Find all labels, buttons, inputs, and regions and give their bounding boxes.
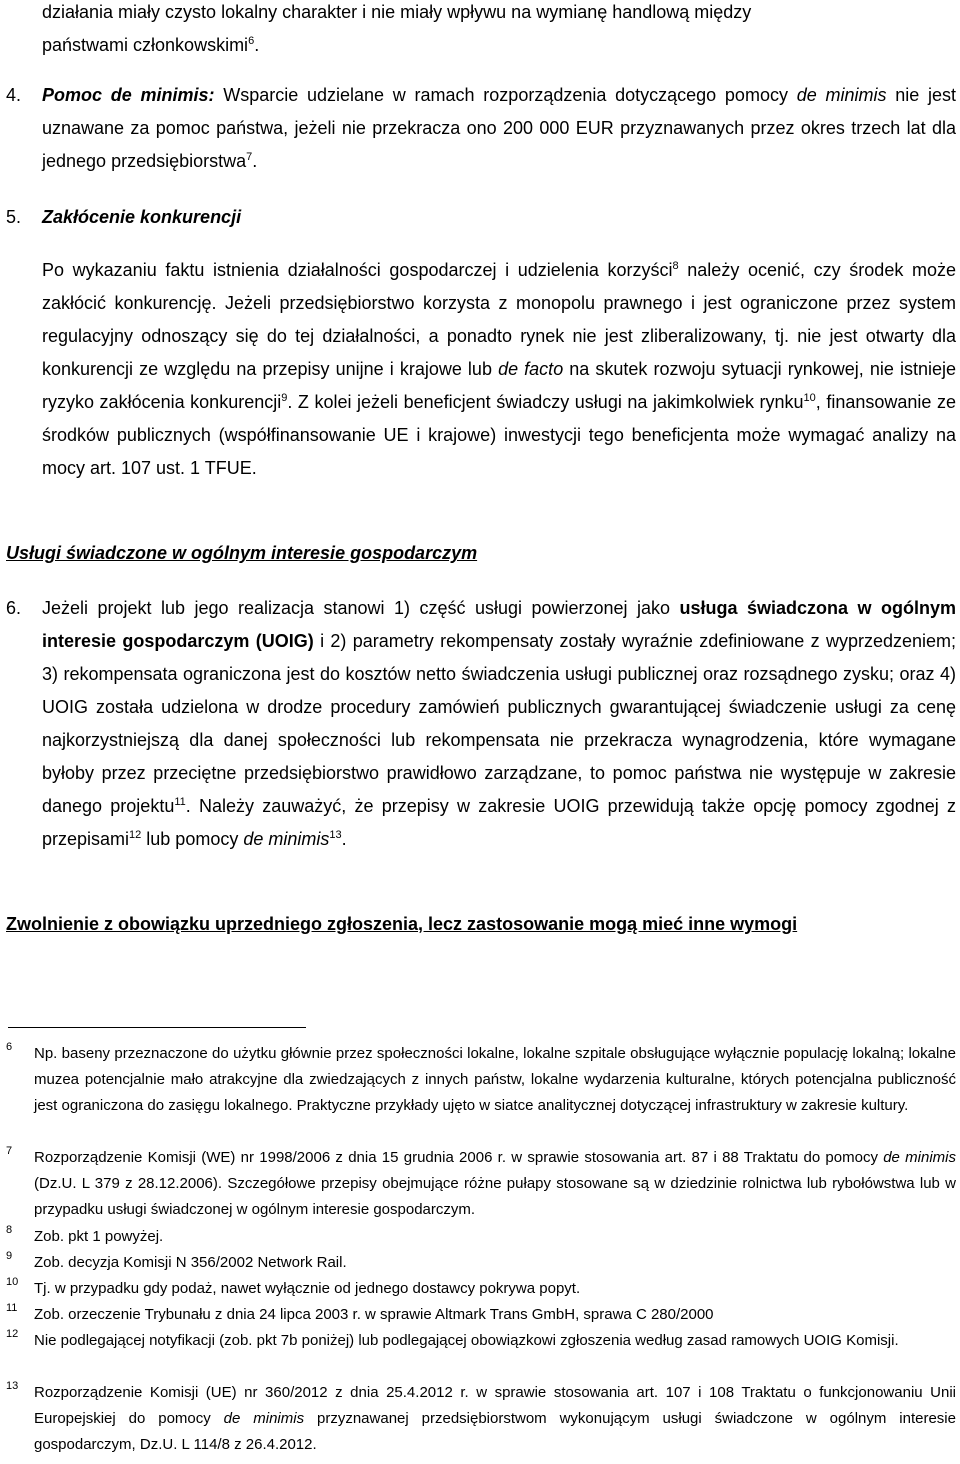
footnote-number: 12 — [6, 1328, 19, 1340]
footnote-ref[interactable]: 7 — [246, 151, 253, 163]
point-number: 4. — [6, 85, 22, 105]
footnote-10: Tj. w przypadku gdy podaż, nawet wyłącznie od jednego dostawcy pokrywa popyt. — [34, 1280, 581, 1297]
footnote-number: 7 — [6, 1145, 13, 1157]
section-heading-exemption: Zwolnienie z obowiązku uprzedniego zgłoszenia, lecz zastosowanie mogą mieć inne wymogi — [6, 914, 798, 934]
footnote-12: Nie podlegającej notyfikacji (zob. pkt 7b poniżej) lub podlegającej obowiązkowi zgłoszenia według zasad ramowych UOIG Komisji. — [34, 1332, 899, 1349]
footnote-separator — [8, 1027, 306, 1028]
continuation-paragraph: działania miały czysto lokalny charakter i nie miały wpływu na wymianę handlową między państwami członkowskimi$^6$. — [42, 2, 752, 55]
footnote-ref[interactable]: 10 — [803, 392, 816, 404]
point-5-paragraph: Po wykazaniu faktu istnienia działalności gospodarczej i udzielenia korzyści$^8$ należy ocenić, czy środek może zakłócić konkurencję. Jeżeli przedsiębiorstwo korzysta z monopolu prawnego i jest ograniczone przez system regulacyjny odnoszący się do tej działalności, a ponadto rynek nie jest zliberalizowany, tj. nie jest otwarty dla konkurencji ze względu na przepisy unijne i krajowe lub de facto na skutek rozwoju sytuacji rynkowej, nie istnieje ryzyko zakłócenia konkurencji$^9$. Z kolei jeżeli beneficjent świadczy usługi na jakimkolwiek rynku$^{10}$, finansowanie ze środków publicznych (współfinansowanie UE i krajowe) inwestycji tego beneficjenta może wymagać analizy na mocy art. 107 ust. 1 TFUE. — [42, 260, 957, 478]
footnote-ref[interactable]: 6 — [248, 35, 255, 47]
footnote-ref[interactable]: 11 — [174, 796, 186, 808]
footnote-ref[interactable]: 8 — [672, 260, 679, 272]
point-5-heading: Zakłócenie konkurencji — [42, 207, 242, 227]
point-number: 6. — [6, 598, 22, 618]
footnote-11: Zob. orzeczenie Trybunału z dnia 24 lipca 2003 r. w sprawie Altmark Trans GmbH, sprawa C 280/2000 — [34, 1306, 714, 1323]
footnote-number: 10 — [6, 1276, 19, 1288]
footnote-7: Rozporządzenie Komisji (WE) nr 1998/2006 z dnia 15 grudnia 2006 r. w sprawie stosowania art. 87 i 88 Traktatu do pomocy de minimis (Dz.U. L 379 z 28.12.2006). Szczegółowe przepisy obejmujące różne pułapy stosowane są w dziedzinie rolnictwa lub rybołówstwa lub w przypadku usługi świadczonej w ogólnym interesie gospodarczym. — [34, 1149, 956, 1218]
footnote-ref[interactable]: 13 — [329, 829, 342, 841]
point-4-paragraph: Pomoc de minimis: Wsparcie udzielane w ramach rozporządzenia dotyczącego pomocy de minimis nie jest uznawane za pomoc państwa, jeżeli nie przekracza ono 200 000 EUR przyznawanych przez okres trzech lat dla jednego przedsiębiorstwa$^7$. — [42, 85, 956, 171]
footnote-6: Np. baseny przeznaczone do użytku głównie przez społeczności lokalne, lokalne szpitale obsługujące wyłącznie populację lokalną; lokalne muzea potencjalnie mało atrakcyjne dla zwiedzających z innych państw, lokalne wydarzenia kulturalne, których potencjalna publiczność jest ograniczona do zasięgu lokalnego. Praktyczne przykłady ujęto w siatce analitycznej dotyczącej infrastruktury w zakresie kultury. — [34, 1045, 956, 1114]
footnote-number: 9 — [6, 1250, 13, 1262]
point-number: 5. — [6, 207, 22, 227]
footnote-13: Rozporządzenie Komisji (UE) nr 360/2012 z dnia 25.4.2012 r. w sprawie stosowania art. 107 i 108 Traktatu o funkcjonowaniu Unii Europejskiej do pomocy de minimis przyznawanej przedsiębiorstwom wykonującym usługi świadczone w ogólnym interesie gospodarczym, Dz.U. L 114/8 z 26.4.2012. — [34, 1384, 956, 1453]
footnote-number: 8 — [6, 1224, 13, 1236]
footnote-8: Zob. pkt 1 powyżej. — [34, 1228, 164, 1245]
point-6-paragraph: Jeżeli projekt lub jego realizacja stanowi 1) część usługi powierzonej jako usługa świadczona w ogólnym interesie gospodarczym (UOIG) i 2) parametry rekompensaty zostały wyraźnie zdefiniowane z wyprzedzeniem; 3) rekompensata ograniczona jest do kosztów netto świadczenia usługi publicznej oraz rozsądnego zysku; oraz 4) UOIG została udzielona w drodze procedury zamówień publicznych gwarantującej świadczenie usługi za cenę najkorzystniejszą dla danej społeczności lub rekompensata nie przekracza wynagrodzenia, które wymagane byłoby przez przeciętne przedsiębiorstwo prawidłowo zarządzane, to pomoc państwa nie występuje w zakresie danego projektu$^{11}$. Należy zauważyć, że przepisy w zakresie UOIG przewidują także opcję pomocy zgodnej z przepisami$^{12}$ lub pomocy de minimis$^{13}$. — [42, 598, 957, 849]
footnote-9: Zob. decyzja Komisji N 356/2002 Network Rail. — [34, 1254, 347, 1271]
point-4-heading: Pomoc de minimis: — [42, 85, 215, 105]
footnote-number: 11 — [6, 1302, 18, 1314]
footnote-number: 13 — [6, 1380, 19, 1392]
footnote-number: 6 — [6, 1041, 13, 1053]
section-heading-uoig: Usługi świadczone w ogólnym interesie gospodarczym — [6, 543, 478, 563]
footnote-ref[interactable]: 12 — [129, 829, 142, 841]
footnote-ref[interactable]: 9 — [281, 392, 288, 404]
